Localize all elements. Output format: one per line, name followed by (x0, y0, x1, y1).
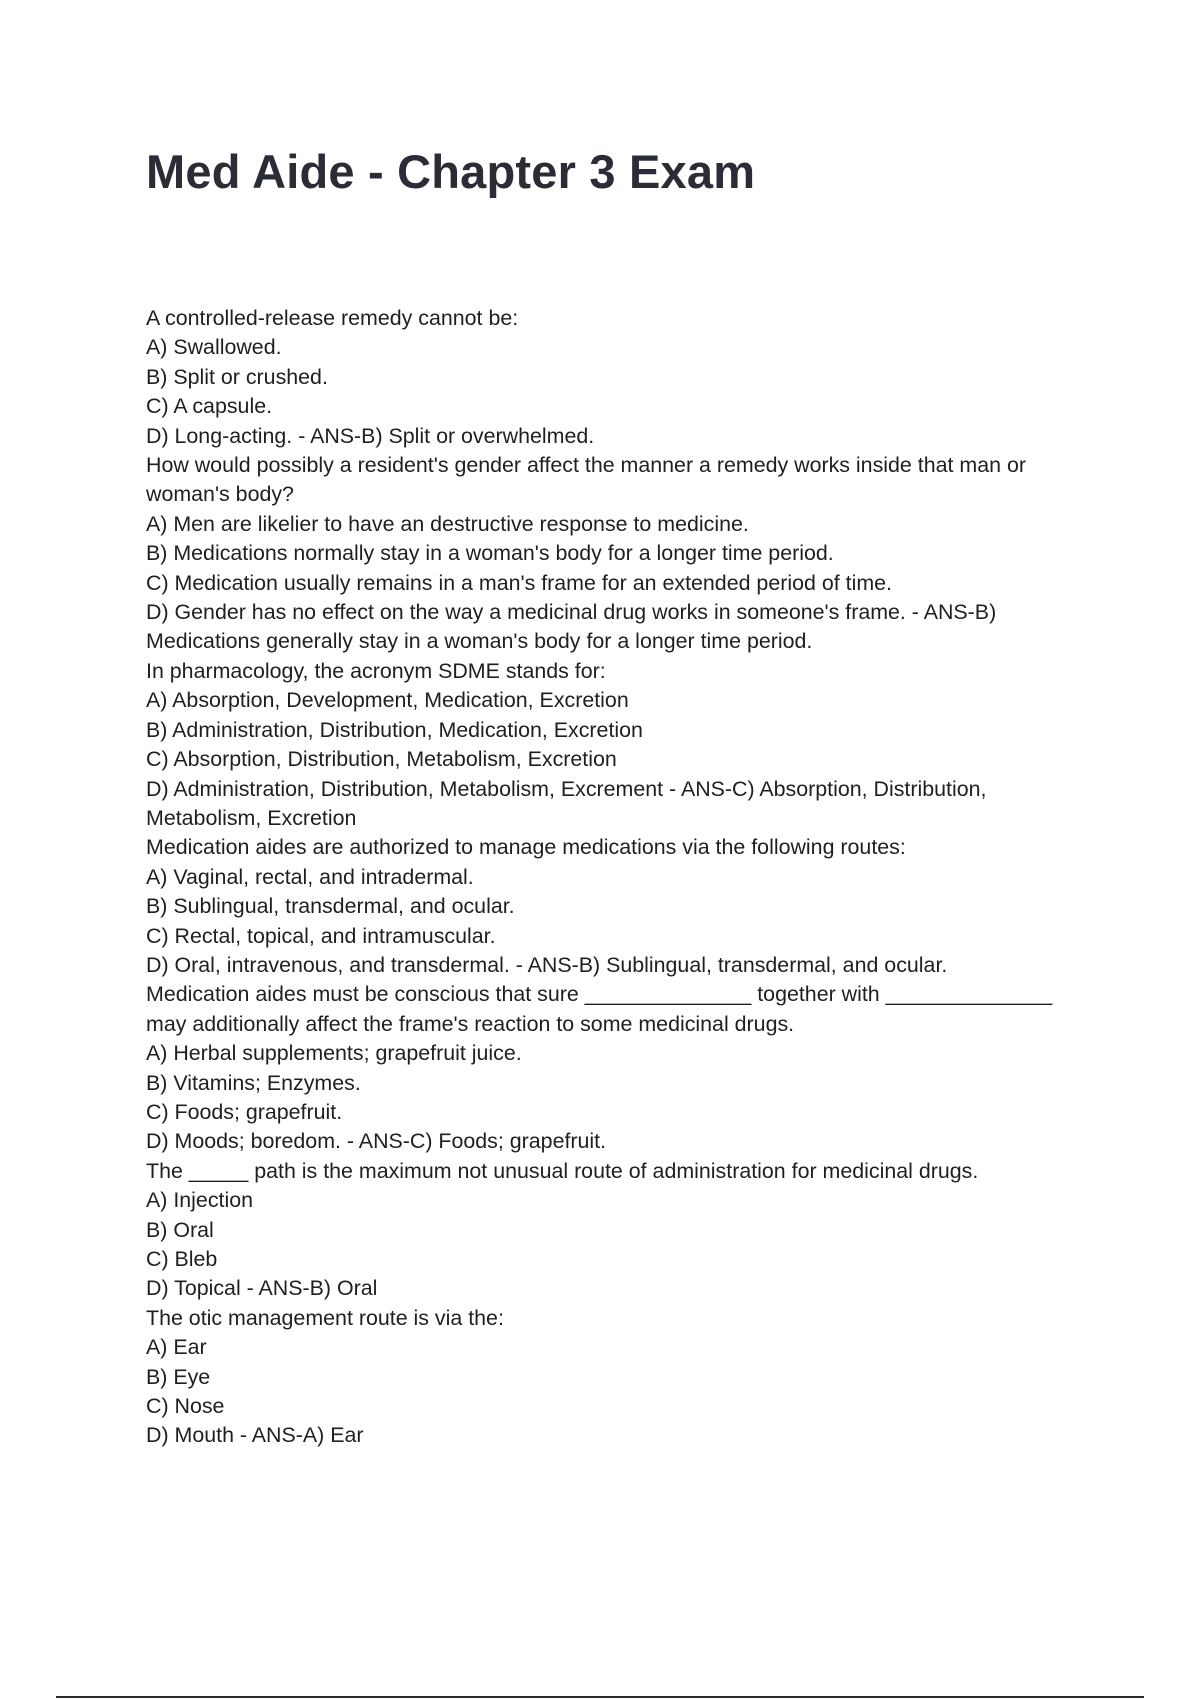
answer-option-with-key: D) Moods; boredom. - ANS-C) Foods; grapefruit. (146, 1129, 607, 1154)
question-block (146, 980, 1076, 1156)
question-block (146, 451, 1076, 657)
question-block (146, 657, 1076, 833)
answer-option: A) Absorption, Development, Medication, Excretion (146, 688, 629, 713)
answer-option: A) Injection (146, 1188, 254, 1213)
answer-option: C) Nose (146, 1394, 225, 1419)
question-block (146, 304, 1076, 451)
answer-option: C) Bleb (146, 1247, 218, 1271)
answer-option: A) Herbal supplements; grapefruit juice. (146, 1041, 522, 1066)
answer-option: C) Medication usually remains in a man's frame for an extended period of time. (146, 570, 892, 595)
answer-option: A) Ear (146, 1335, 207, 1360)
question-block (146, 1157, 1076, 1304)
answer-option: C) Rectal, topical, and intramuscular. (146, 923, 496, 948)
question-stem: In pharmacology, the acronym SDME stands for: (146, 658, 606, 683)
answer-option: B) Oral (146, 1217, 214, 1242)
answer-option-with-key: D) Administration, Distribution, Metabolism, Excrement - ANS-C) Absorption, Distribution, Metabolism, Excretion (146, 776, 987, 830)
answer-option-with-key: D) Long-acting. - ANS-B) Split or overwhelmed. (146, 423, 595, 448)
answer-option: C) Absorption, Distribution, Metabolism, Excretion (146, 747, 617, 772)
answer-option-with-key: D) Oral, intravenous, and transdermal. - ANS-B) Sublingual, transdermal, and ocular. (146, 952, 948, 977)
page-title: Med Aide - Chapter 3 Exam (146, 145, 756, 198)
answer-option: B) Administration, Distribution, Medication, Excretion (146, 717, 643, 742)
question-stem: The otic management route is via the: (146, 1305, 504, 1330)
answer-option: C) A capsule. (146, 394, 273, 419)
answer-option: B) Medications normally stay in a woman's body for a longer time period. (146, 541, 834, 566)
answer-option-with-key: D) Gender has no effect on the way a medicinal drug works in someone's frame. - ANS-B) Medications generally stay in a woman's body for a longer time period. (146, 600, 997, 654)
question-stem: A controlled-release remedy cannot be: (146, 306, 519, 330)
answer-option: B) Vitamins; Enzymes. (146, 1070, 361, 1095)
question-stem: Medication aides are authorized to manage medications via the following routes: (146, 835, 906, 860)
question-block (146, 833, 1076, 980)
question-stem: Medication aides must be conscious that sure ______________ together with ______________ may additionally affect the frame's reaction to some medicinal drugs. (146, 982, 1053, 1036)
footer-divider (56, 1696, 1144, 1698)
exam-content (146, 304, 1076, 1451)
answer-option-with-key: D) Mouth - ANS-A) Ear (146, 1423, 364, 1448)
answer-option: A) Vaginal, rectal, and intradermal. (146, 864, 474, 889)
answer-option: B) Split or crushed. (146, 364, 328, 389)
answer-option: C) Foods; grapefruit. (146, 1099, 343, 1124)
question-block (146, 1304, 1076, 1451)
answer-option: A) Men are likelier to have an destructive response to medicine. (146, 511, 749, 536)
answer-option: B) Eye (146, 1364, 211, 1389)
question-stem: How would possibly a resident's gender affect the manner a remedy works inside that man or woman's body? (146, 453, 1026, 507)
answer-option-with-key: D) Topical - ANS-B) Oral (146, 1276, 378, 1301)
question-stem: The _____ path is the maximum not unusual route of administration for medicinal drugs. (146, 1158, 979, 1183)
answer-option: B) Sublingual, transdermal, and ocular. (146, 894, 515, 919)
answer-option: A) Swallowed. (146, 335, 282, 360)
